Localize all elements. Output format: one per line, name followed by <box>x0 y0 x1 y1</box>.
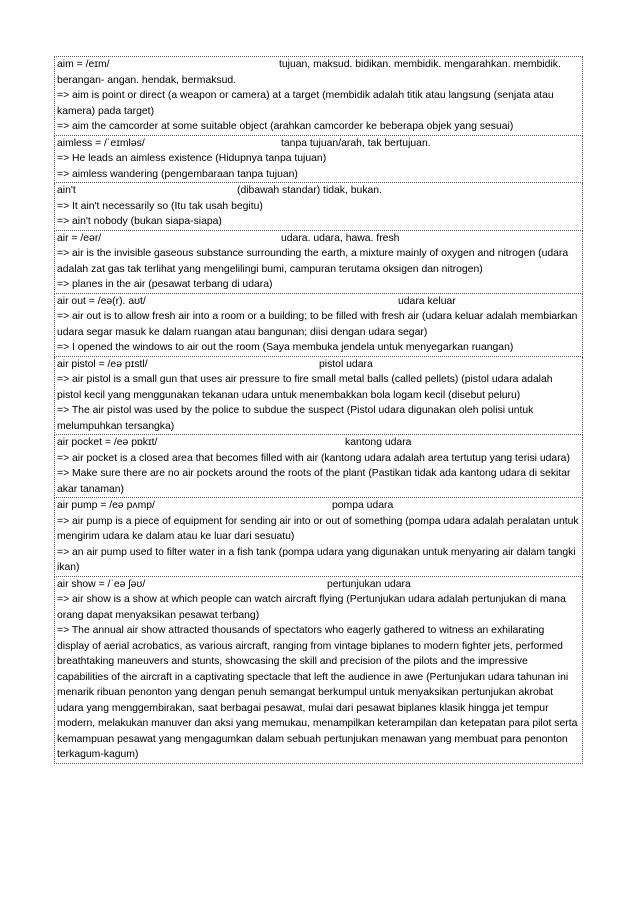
entry-term: air out = /eə(r). aʊt/ <box>57 295 146 307</box>
entry-aim <box>54 56 583 136</box>
entry-term: air pocket = /eə pɒkɪt/ <box>57 437 158 448</box>
entry-meaning-continued: berangan- angan. hendak, bermaksud. <box>57 74 237 86</box>
entry-term: air = /eər/ <box>57 232 102 244</box>
entry-definition: => air out is to allow fresh air into a room or a building; to be filled with fresh air (udara keluar adalah membiarkan udara segar masuk ke dalam ruangan atau bangunan; diisi dengan udara segar) <box>57 311 578 338</box>
entry-meaning: pistol udara <box>319 358 373 370</box>
entry-head <box>57 294 579 310</box>
dictionary-document <box>54 56 583 764</box>
entry-example: => Make sure there are no air pockets around the roots of the plant (Pastikan tidak ada kantong udara di sekitar akar tanaman) <box>57 468 571 495</box>
entry-term: aimless = /ˈeɪmləs/ <box>57 137 145 149</box>
entry-example: => ain't nobody (bukan siapa-siapa) <box>57 216 222 227</box>
entry-term: air pistol = /eə pɪstl/ <box>57 358 148 370</box>
entry-air-out <box>54 294 583 357</box>
entry-head <box>57 577 579 593</box>
entry-definition: => air pistol is a small gun that uses air pressure to fire small metal balls (called pellets) (pistol udara adalah pistol kecil yang menggunakan tekanan udara untuk menembakkan bola logam kecil (disebut peluru) <box>57 374 553 401</box>
entry-air-show <box>54 577 583 764</box>
entry-meaning: udara keluar <box>398 295 456 307</box>
entry-definition: => air is the invisible gaseous substance surrounding the earth, a mixture mainly of oxygen and nitrogen (udara adalah zat gas tak terlihat yang mengelilingi bumi, campuran terutama oksigen dan nitrogen) <box>57 248 569 275</box>
entry-air-pocket <box>54 435 583 498</box>
entry-meaning: pompa udara <box>332 500 394 511</box>
entry-example: => aimless wandering (pengembaraan tanpa tujuan) <box>57 168 298 180</box>
entry-air-pump <box>54 498 583 577</box>
entry-meaning: pertunjukan udara <box>327 578 411 590</box>
entry-head <box>57 498 579 514</box>
entry-meaning: udara. udara, hawa. fresh <box>281 232 400 244</box>
entry-meaning: kantong udara <box>345 437 412 448</box>
entry-aint <box>54 183 583 231</box>
entry-head <box>57 435 579 451</box>
entry-example: => I opened the windows to air out the room (Saya membuka jendela untuk menyegarkan ruangan) <box>57 342 514 353</box>
entry-air <box>54 231 583 294</box>
entry-example: => It ain't necessarily so (Itu tak usah begitu) <box>57 200 263 212</box>
entry-definition: => aim is point or direct (a weapon or camera) at a target (membidik adalah titik atau langsung (senjata atau kamera) pada target) <box>57 90 554 117</box>
entry-term: ain't <box>57 185 76 196</box>
entry-definition: => air show is a show at which people can watch aircraft flying (Pertunjukan udara adalah pertunjukan di mana orang dapat menyaksikan pesawat terbang) <box>57 594 566 621</box>
entry-meaning: (dibawah standar) tidak, bukan. <box>237 185 382 196</box>
entry-term: aim = /eɪm/ <box>57 59 110 70</box>
entry-example: => an air pump used to filter water in a fish tank (pompa udara yang digunakan untuk menyaring air dalam tangki ikan) <box>57 546 576 573</box>
entry-term: air show = /ˈeə ʃəʊ/ <box>57 578 146 590</box>
entry-meaning: tanpa tujuan/arah, tak bertujuan. <box>281 137 431 149</box>
entry-head <box>57 183 579 199</box>
entry-example: => aim the camcorder at some suitable object (arahkan camcorder ke beberapa objek yang sesuai) <box>57 121 514 132</box>
entry-air-pistol <box>54 357 583 436</box>
entry-head <box>57 57 579 73</box>
entry-term: air pump = /eə pʌmp/ <box>57 500 155 511</box>
entry-example: => The air pistol was used by the police to subdue the suspect (Pistol udara digunakan oleh polisi untuk melumpuhkan tersangka) <box>57 405 534 432</box>
entry-example: => The annual air show attracted thousands of spectators who eagerly gathered to witness an exhilarating display of aerial acrobatics, as various aircraft, ranging from vintage biplanes to modern fighter jets, performed breathtaking maneuvers and stunts, showcasing the skill and precision of the pilots and the impressive capabilities of the aircraft in a captivating spectacle that left the audience in awe (Pertunjukan udara tahunan ini menarik ribuan penonton yang dengan penuh semangat berkumpul untuk menyaksikan pertunjukan akrobat udara yang menggembirakan, saat berbagai pesawat, mulai dari pesawat biplanes klasik hingga jet tempur modern, melakukan manuver dan aksi yang memukau, menampilkan keterampilan dan ketepatan para pilot serta kemampuan pesawat yang mengagumkan dalam sebuah pertunjukan menawan yang membuat para penonton terkagum-kagum) <box>57 625 578 760</box>
entry-meaning: tujuan, maksud. bidikan. membidik. mengarahkan. membidik. <box>279 59 561 70</box>
entry-head <box>57 357 579 373</box>
entry-head <box>57 231 579 247</box>
entry-aimless <box>54 136 583 184</box>
entry-head <box>57 136 579 152</box>
entry-definition: => air pocket is a closed area that becomes filled with air (kantong udara adalah area tertutup yang terisi udara) <box>57 452 570 464</box>
entry-example: => planes in the air (pesawat terbang di udara) <box>57 279 273 290</box>
entry-example: => He leads an aimless existence (Hidupnya tanpa tujuan) <box>57 153 327 164</box>
entry-definition: => air pump is a piece of equipment for sending air into or out of something (pompa udara adalah peralatan untuk mengirim udara ke dalam atau ke luar dari sesuatu) <box>57 515 579 542</box>
